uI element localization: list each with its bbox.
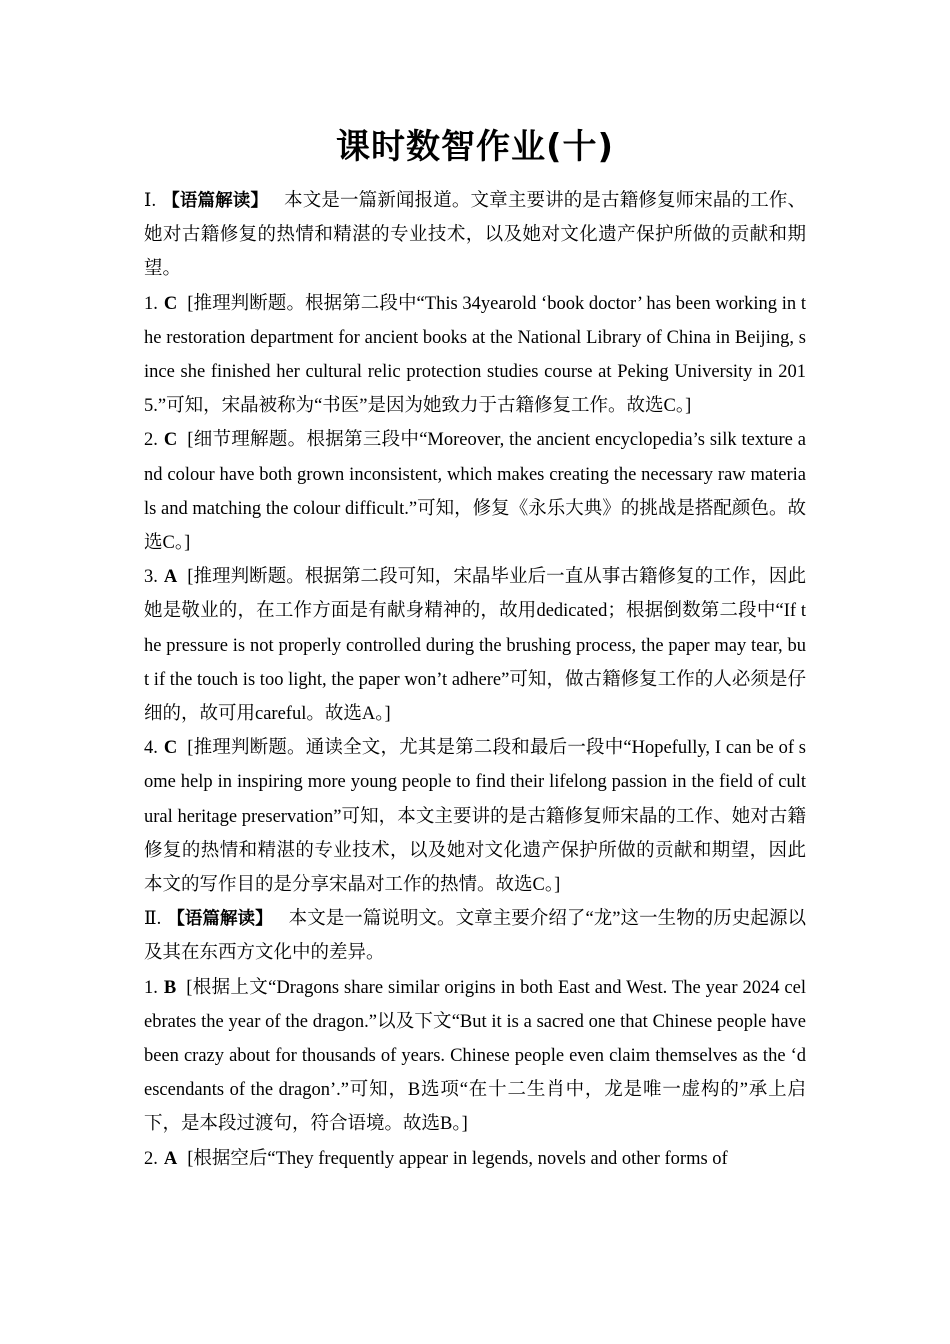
s1-q3-answer: A xyxy=(163,567,178,588)
section1-text: 本文是一篇新闻报道。文章主要讲的是古籍修复师宋晶的工作、她对古籍修复的热情和精湛的专业技术，以及她对文化遗产保护所做的贡献和期望。 xyxy=(144,191,806,280)
section2-heading: 【语篇解读】 xyxy=(167,909,273,930)
s1-q4-explanation: [推理判断题。通读全文，尤其是第二段和最后一段中“Hopefully, I can be of some help in inspiring more young people to find their lifelong passion in the field of cultural heritage preservation”可知，本文主要讲的是古籍修复师宋晶的工作、她对古籍修复的热情和精湛的专业技术，以及她对文化遗产保护所做的贡献和期望，因此本文的写作目的是分享宋晶对工作的热情。故选C。] xyxy=(144,738,806,896)
s1-q1-answer: C xyxy=(163,293,178,314)
s2-q2-number: 2. xyxy=(144,1148,158,1169)
section2-label: Ⅱ. xyxy=(144,909,162,930)
section2-text: 本文是一篇说明文。文章主要介绍了“龙”这一生物的历史起源以及其在东西方文化中的差异。 xyxy=(144,909,807,964)
s2-q1-number: 1. xyxy=(144,977,158,998)
s1-q2-number: 2. xyxy=(144,430,158,451)
section1-intro xyxy=(144,184,806,287)
s1-answer-4 xyxy=(144,731,806,902)
s1-q2-answer: C xyxy=(163,430,178,451)
section2-intro xyxy=(144,902,806,970)
s1-answer-2 xyxy=(144,423,806,560)
page-title: 课时数智作业(十) xyxy=(335,127,615,167)
section1-heading: 【语篇解读】 xyxy=(162,191,269,211)
s2-q2-explanation: [根据空后“They frequently appear in legends, novels and other forms of xyxy=(187,1148,728,1169)
s1-q2-explanation: [细节理解题。根据第三段中“Moreover, the ancient encyclopedia’s silk texture and colour have both grown inconsistent, which makes creating the necessary raw materials and matching the colour difficult.”可知，修复《永乐大典》的挑战是搭配颜色。故选C。] xyxy=(144,430,806,554)
s2-q1-answer: B xyxy=(163,977,177,998)
s1-q4-answer: C xyxy=(163,738,178,759)
s1-q4-number: 4. xyxy=(144,738,158,759)
s1-answer-1 xyxy=(144,287,806,424)
s1-q3-number: 3. xyxy=(144,567,158,588)
s1-q1-number: 1. xyxy=(144,293,158,314)
s2-answer-1 xyxy=(144,971,806,1142)
s2-q2-answer: A xyxy=(163,1148,178,1169)
section1-label: Ⅰ. xyxy=(144,191,157,211)
s1-q1-explanation: [推理判断题。根据第二段中“This 34yearold ‘book doctor’ has been working in the restoration department for ancient books at the National Library of China in Beijing, since she finished her cultural relic protection studies course at Peking University in 2015.”可知，宋晶被称为“书医”是因为她致力于古籍修复工作。故选C。] xyxy=(144,293,806,417)
s1-answer-3 xyxy=(144,560,806,731)
document-page xyxy=(144,118,806,1176)
s2-q1-explanation: [根据上文“Dragons share similar origins in both East and West. The year 2024 celebrates the year of the dragon.”以及下文“But it is a sacred one that Chinese people have been crazy about for thousands of years. Chinese people even claim themselves as the ‘descendants of the dragon’.”可知，B选项“在十二生肖中，龙是唯一虚构的”承上启下，是本段过渡句，符合语境。故选B。] xyxy=(144,977,806,1135)
s2-answer-2 xyxy=(144,1142,806,1176)
s1-q3-explanation: [推理判断题。根据第二段可知，宋晶毕业后一直从事古籍修复的工作，因此她是敬业的，在工作方面是有献身精神的，故用dedicated；根据倒数第二段中“If the pressure is not properly controlled during the brushing process, the paper may tear, but if the touch is too light, the paper won’t adhere”可知，做古籍修复工作的人必须是仔细的，故可用careful。故选A。] xyxy=(144,567,806,725)
